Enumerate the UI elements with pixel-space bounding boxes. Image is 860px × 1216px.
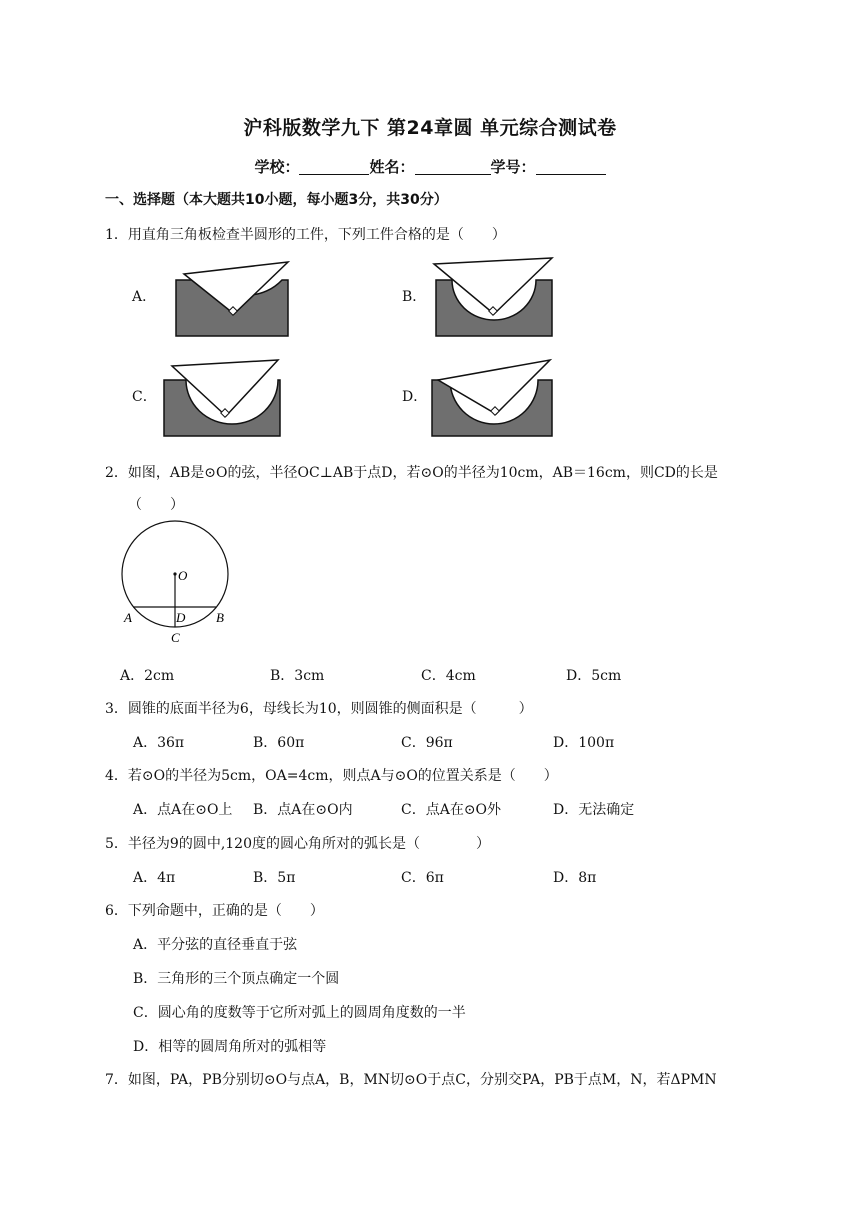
q1-figure-c <box>160 356 300 440</box>
school-label: 学校： <box>254 158 300 176</box>
question-2-stem-line1: 2．如图，AB是⊙O的弦，半径OC⊥AB于点D，若⊙O的半径为10cm，AB＝16cm，则CD的长是 <box>105 465 718 481</box>
q2-circle-figure <box>112 530 232 648</box>
q4-option-a[interactable]: A．点A在⊙O上 <box>133 802 233 818</box>
q4-option-d[interactable]: D．无法确定 <box>553 802 635 818</box>
q2-label-o: O <box>178 568 188 583</box>
q1-figure-a <box>160 256 300 340</box>
question-7-stem: 7．如图，PA，PB分别切⊙O与点A，B，MN切⊙O于点C，分别交PA，PB于点M，N，若ΔPMN <box>105 1072 717 1088</box>
question-2-stem-line2: （ ） <box>128 497 184 513</box>
q3-option-b[interactable]: B．60π <box>253 735 305 751</box>
id-label: 学号： <box>490 158 536 176</box>
q1-option-a-label[interactable]: A． <box>132 289 157 305</box>
q1-figure-d <box>428 356 568 440</box>
school-blank[interactable] <box>299 160 369 175</box>
q2-option-c[interactable]: C．4cm <box>421 668 476 684</box>
student-info-line <box>0 156 860 177</box>
question-3-stem: 3．圆锥的底面半径为6，母线长为10，则圆锥的侧面积是（ ） <box>105 701 533 717</box>
question-5-stem: 5．半径为9的圆中,120度的圆心角所对的弧长是（ ） <box>105 836 490 852</box>
q6-option-a[interactable]: A．平分弦的直径垂直于弦 <box>133 937 298 953</box>
question-6-stem: 6．下列命题中，正确的是（ ） <box>105 903 324 919</box>
q1-figure-b <box>428 256 568 340</box>
q2-option-a[interactable]: A．2cm <box>120 668 175 684</box>
q5-option-b[interactable]: B．5π <box>253 870 296 886</box>
id-blank[interactable] <box>536 160 606 175</box>
question-4-stem: 4．若⊙O的半径为5cm，OA=4cm，则点A与⊙O的位置关系是（ ） <box>105 768 558 784</box>
q2-label-d: D <box>176 610 186 625</box>
name-blank[interactable] <box>415 160 491 175</box>
q1-option-b-label[interactable]: B． <box>402 289 427 305</box>
q2-option-d[interactable]: D．5cm <box>566 668 622 684</box>
section-heading: 一、选择题（本大题共10小题，每小题3分，共30分） <box>105 192 448 208</box>
q1-option-d-label[interactable]: D． <box>402 389 428 405</box>
question-1-stem: 1．用直角三角板检查半圆形的工件，下列工件合格的是（ ） <box>105 227 506 243</box>
q6-option-d[interactable]: D．相等的圆周角所对的弧相等 <box>133 1039 327 1055</box>
q5-option-c[interactable]: C．6π <box>401 870 444 886</box>
q1-option-c-label[interactable]: C． <box>132 389 157 405</box>
q5-option-d[interactable]: D．8π <box>553 870 597 886</box>
name-label: 姓名： <box>369 158 415 176</box>
q4-option-b[interactable]: B．点A在⊙O内 <box>253 802 353 818</box>
q4-option-c[interactable]: C．点A在⊙O外 <box>401 802 502 818</box>
q2-label-a: A <box>124 610 132 625</box>
q3-option-c[interactable]: C．96π <box>401 735 453 751</box>
q3-option-d[interactable]: D．100π <box>553 735 615 751</box>
q5-option-a[interactable]: A．4π <box>133 870 176 886</box>
page-title: 沪科版数学九下 第24章圆 单元综合测试卷 <box>243 117 617 139</box>
q6-option-c[interactable]: C．圆心角的度数等于它所对弧上的圆周角度数的一半 <box>133 1005 466 1021</box>
q2-label-b: B <box>216 610 224 625</box>
q6-option-b[interactable]: B．三角形的三个顶点确定一个圆 <box>133 971 340 987</box>
q2-option-b[interactable]: B．3cm <box>270 668 325 684</box>
q2-label-c: C <box>171 630 180 645</box>
q3-option-a[interactable]: A．36π <box>133 735 185 751</box>
